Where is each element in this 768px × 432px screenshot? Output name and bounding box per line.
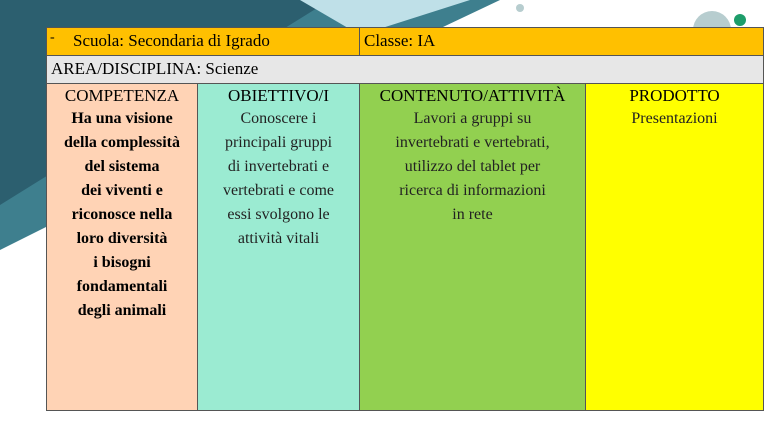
column-competenza (47, 84, 198, 410)
area-row (47, 56, 763, 84)
column-title: PRODOTTO (629, 86, 720, 105)
column-line: principali gruppi (224, 134, 333, 151)
class-label: Classe: IA (364, 31, 436, 50)
area-label: AREA/DISCIPLINA: Scienze (51, 59, 259, 78)
column-line: della complessità (64, 134, 180, 151)
column-line: di invertebrati e (227, 158, 330, 175)
column-line: Conoscere i (240, 110, 317, 127)
column-line: i bisogni (93, 254, 151, 271)
column-title: CONTENUTO/ATTIVITÀ (379, 86, 566, 105)
column-line: in rete (452, 206, 493, 223)
content-columns (47, 84, 763, 410)
column-line: attività vitali (237, 230, 320, 247)
column-line: vertebrati e come (222, 182, 335, 199)
column-line: essi svolgono le (227, 206, 330, 223)
decor-circle-green (734, 14, 746, 26)
column-line: loro diversità (76, 230, 168, 247)
column-line: ricerca di informazioni (399, 182, 546, 199)
column-title: COMPETENZA (64, 86, 180, 105)
class-cell (360, 28, 763, 55)
column-line: del sistema (84, 158, 160, 175)
column-obiettivo (198, 84, 360, 410)
column-line: Presentazioni (631, 110, 718, 127)
column-line: riconosce nella (71, 206, 173, 223)
column-line: dei viventi e (81, 182, 163, 199)
column-line: Lavori a gruppi su (413, 110, 532, 127)
column-title: OBIETTIVO/I (227, 86, 330, 105)
column-line: Ha una visione (71, 110, 173, 127)
school-cell (47, 28, 360, 55)
header-row (47, 28, 763, 56)
decor-circle-small (516, 4, 524, 12)
column-line: invertebrati e vertebrati, (395, 134, 550, 151)
decor-circle-white (476, 11, 488, 23)
competence-table (46, 27, 764, 411)
school-label: Scuola: Secondaria di Igrado (73, 31, 270, 50)
column-prodotto (586, 84, 763, 410)
column-line: fondamentali (76, 278, 168, 295)
column-line: degli animali (77, 302, 167, 319)
column-line: utilizzo del tablet per (404, 158, 541, 175)
column-contenuto (360, 84, 586, 410)
bullet-marker: - (50, 30, 55, 45)
